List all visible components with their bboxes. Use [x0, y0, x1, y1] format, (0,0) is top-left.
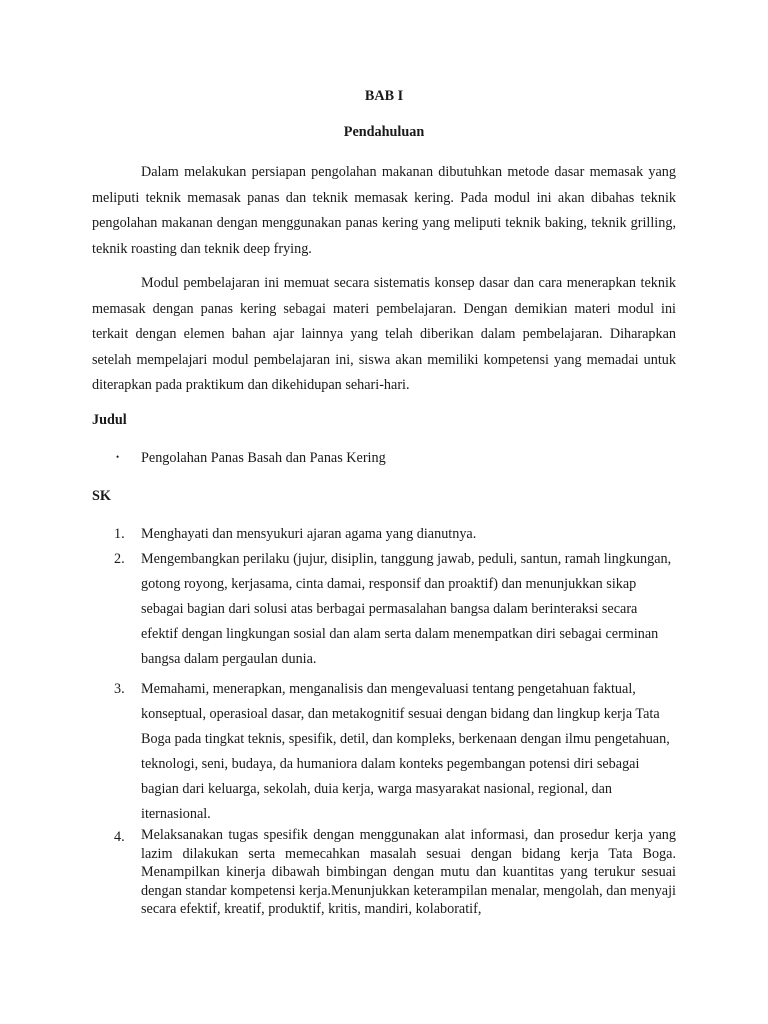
- chapter-title: BAB I: [364, 88, 404, 104]
- list-item-number: 1.: [114, 526, 125, 542]
- intro-paragraph: Modul pembelajaran ini memuat secara sistematis konsep dasar dan cara menerapkan teknik memasak dengan panas kering sebagai materi pembelajaran. Dengan demikian materi modul ini terkait dengan elemen bahan ajar lainnya yang telah diberikan dalam pembelajaran. Diharapkan setelah mempelajari modul pembelajaran ini, siswa akan memiliki kompetensi yang memadai untuk diterapkan pada praktikum dan dikehidupan sehari-hari.: [92, 275, 676, 393]
- list-item: Menghayati dan mensyukuri ajaran agama yang dianutnya.: [141, 526, 477, 542]
- sk-heading: SK: [92, 488, 111, 504]
- list-item-number: 4.: [114, 829, 125, 845]
- intro-paragraph: Dalam melakukan persiapan pengolahan makanan dibutuhkan metode dasar memasak yang meliputi teknik memasak panas dan teknik memasak kering. Pada modul ini akan dibahas teknik pengolahan makanan dengan menggunakan panas kering yang meliputi teknik baking, teknik grilling, teknik roasting dan teknik deep frying.: [92, 164, 676, 257]
- list-item-number: 3.: [114, 681, 125, 697]
- list-item: Memahami, menerapkan, menganalisis dan mengevaluasi tentang pengetahuan faktual, konseptual, operasioal dasar, dan metakognitif sesuai dengan bidang dan lingkup kerja Tata Boga pada tingkat teknis, spesifik, detil, dan kompleks, berkenaan dengan ilmu pengetahuan, teknologi, seni, budaya, da humaniora dalam konteks pegembangan potensi diri sebagai bagian dari keluarga, sekolah, duia kerja, warga masyarakat nasional, regional, dan iternasional.: [141, 681, 670, 822]
- bullet-icon: •: [116, 452, 120, 462]
- judul-heading: Judul: [92, 412, 127, 428]
- judul-item: Pengolahan Panas Basah dan Panas Kering: [141, 450, 386, 466]
- chapter-subtitle: Pendahuluan: [343, 124, 425, 140]
- list-item: Melaksanakan tugas spesifik dengan menggunakan alat informasi, dan prosedur kerja yang lazim dilakukan serta memecahkan masalah sesuai dengan bidang kerja Tata Boga. Menampilkan kinerja dibawah bimbingan dengan mutu dan kuantitas yang terukur sesuai dengan standar kompetensi kerja.Menunjukkan keterampilan menalar, mengolah, dan menyaji secara efektif, kreatif, produktif, kritis, mandiri, kolaboratif,: [141, 827, 676, 917]
- list-item: Mengembangkan perilaku (jujur, disiplin, tanggung jawab, peduli, santun, ramah lingkungan, gotong royong, kerjasama, cinta damai, responsif dan proaktif) dan menunjukkan sikap sebagai bagian dari solusi atas berbagai permasalahan bangsa dalam berinteraksi secara efektif dengan lingkungan sosial dan alam serta dalam menempatkan diri sebagai cerminan bangsa dalam pergaulan dunia.: [141, 551, 672, 667]
- list-item-number: 2.: [114, 551, 125, 567]
